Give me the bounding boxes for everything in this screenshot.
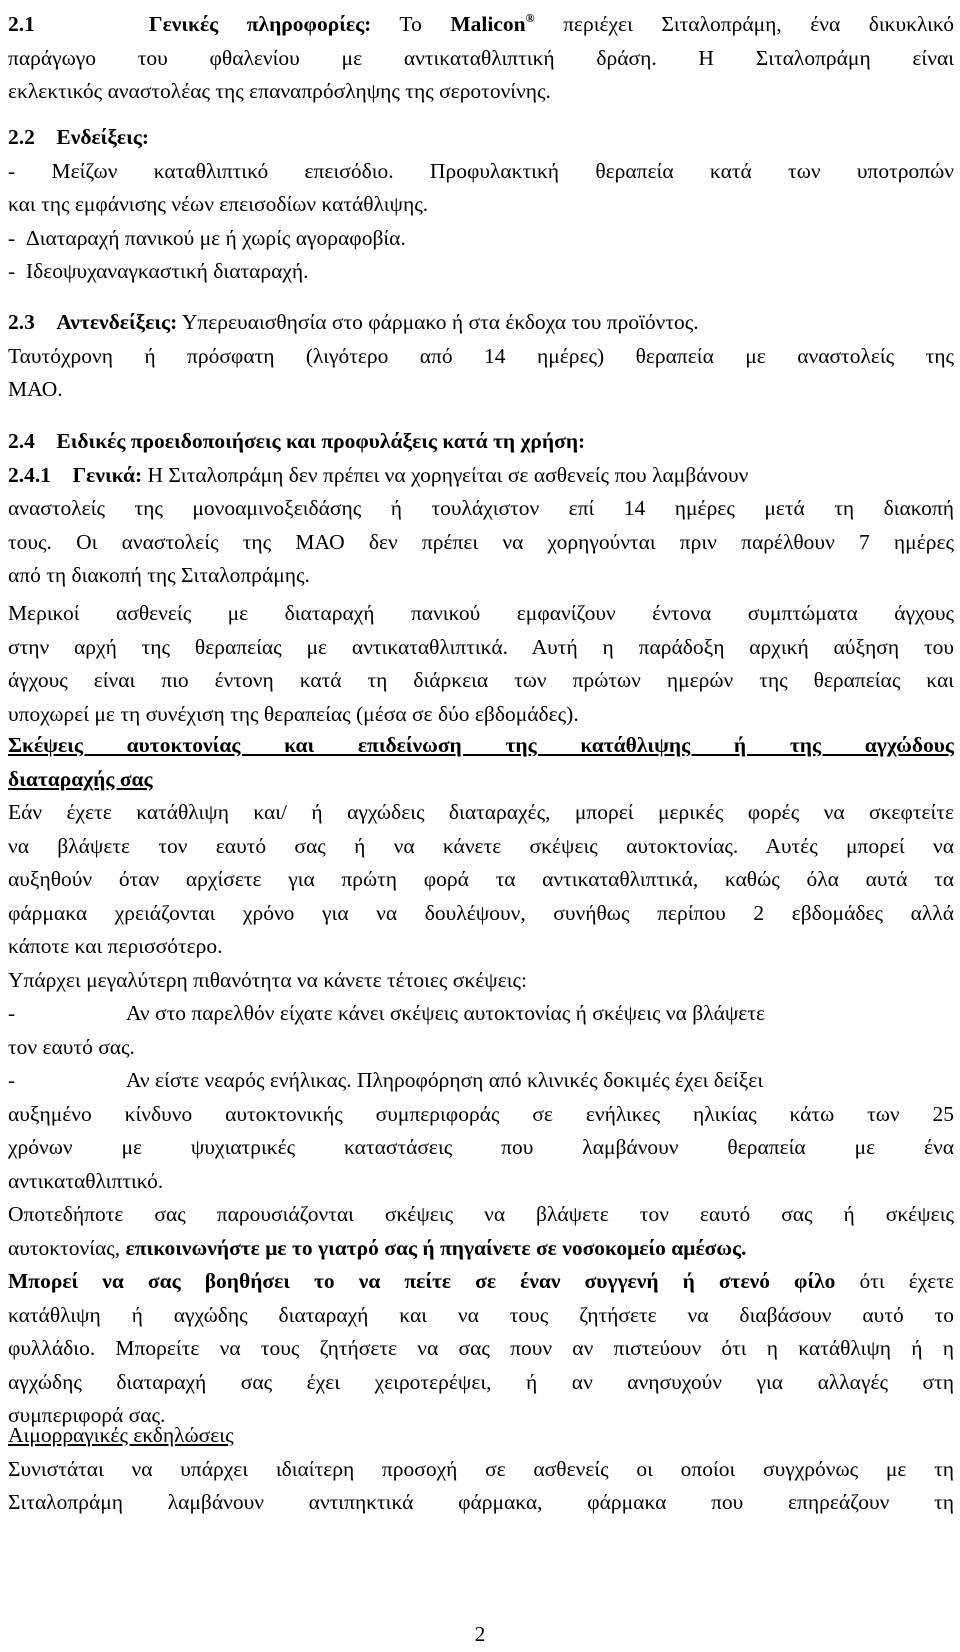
suicide-heading-line-1: Σκέψεις αυτοκτονίας και επιδείνωση της κατάθλιψης ή της αγχώδους [8,733,954,757]
indication-item-1-line-1 [8,155,954,189]
panic-line-2: στην αρχή της θεραπείας με αντικαταθλιπτικά. Αυτή η παράδοξη αρχική αύξηση του [8,634,954,659]
bleeding-heading: Αιμορραγικές εκδηλώσεις [8,1423,234,1447]
panic-line-3: άγχους είναι πιο έντονη κατά τη διάρκεια των πρώτων ημερών της θεραπείας και [8,668,954,692]
section-2-2-heading: Ενδείξεις: [56,125,149,149]
risk-item-1-text: Αν στο παρελθόν είχατε κάνει σκέψεις αυτοκτονίας ή σκέψεις να βλάψετε [126,1001,766,1025]
risk-item-2-line-2: αυξημένο κίνδυνο αυτοκτονικής συμπεριφοράς σε ενήλικες ηλικίας κάτω των 25 [8,1101,954,1126]
section-2-4-1-number: 2.4.1 [8,462,51,487]
suicide-p4-line-2: κατάθλιψη ή αγχώδης διαταραχή και να τους ζητήσετε να διαβάσουν αυτό το [8,1302,954,1327]
list-dash: - [8,158,16,183]
indication-item-3 [8,255,954,289]
contact-doctor-warning: επικοινωνήστε με το γιατρό σας ή πηγαίνετε σε νοσοκομείο αμέσως. [125,1235,747,1260]
section-2-3-line-3: ΜΑΟ. [8,377,63,401]
section-2-4-1-line-2: αναστολείς της μονοαμινοξειδάσης ή τουλάχιστον επί 14 ημέρες μετά τη διακοπή [8,496,954,520]
section-2-4-number: 2.4 [8,429,35,453]
section-2-3-line-1-text: Υπερευαισθησία στο φάρμακο ή στα έκδοχα του προϊόντος. [181,310,699,334]
suicide-p3-line-1: Οποτεδήποτε σας παρουσιάζονται σκέψεις να βλάψετε τον εαυτό σας ή σκέψεις [8,1202,954,1226]
section-2-1 [8,2,954,109]
suicide-p4-line-4: αγχώδης διαταραχή σας έχει χειροτερέψει, ή αν ανησυχούν για αλλαγές στη [8,1369,954,1394]
tell-relative-advice: Μπορεί να σας βοηθήσει το να πείτε σε έναν συγγενή ή στενό φίλο [8,1269,836,1293]
section-2-2-number: 2.2 [8,125,35,149]
section-2-2-title [8,121,954,155]
panic-line-4: υποχωρεί με τη συνέχιση της θεραπείας (μέσα σε δύο εβδομάδες). [8,701,579,726]
panic-line-1: Μερικοί ασθενείς με διαταραχή πανικού εμφανίζουν έντονα συμπτώματα άγχους [8,601,954,625]
section-2-4 [8,425,954,593]
suicide-p1-line-2: να βλάψετε τον εαυτό σας ή να κάνετε σκέψεις αυτοκτονίας. Αυτές μπορεί να [8,833,954,858]
risk-item-1-line-2: τον εαυτό σας. [8,1034,135,1059]
list-dash: - [8,259,16,283]
suicide-p4-line-1 [8,1265,954,1299]
suicide-p4-line-3: φυλλάδιο. Μπορείτε να τους ζητήσετε να σας πουν αν πιστεύουν ότι η κατάθλιψη ή η [8,1336,954,1360]
suicide-heading-line-2: διαταραχής σας [8,766,153,791]
suicide-p4-line-5: συμπεριφορά σας. [8,1403,166,1427]
section-2-1-line-3: εκλεκτικός αναστολέας της επαναπρόσληψης της σεροτονίνης. [8,79,551,103]
section-2-4-1-line-1 [8,459,954,493]
indication-item-2-text: Διαταραχή πανικού με ή χωρίς αγοραφοβία. [25,225,406,250]
suicide-p1-line-4: φάρμακα χρειάζονται χρόνο για να δουλέψουν, συνήθως περίπου 2 εβδομάδες αλλά [8,900,954,925]
list-dash: - [8,1001,16,1025]
section-2-4-1-line-4: από τη διακοπή της Σιταλοπράμης. [8,563,310,587]
suicide-p2: Υπάρχει μεγαλύτερη πιθανότητα να κάνετε τέτοιες σκέψεις: [8,967,527,992]
indication-item-1-line-2: και της εμφάνισης νέων επεισοδίων κατάθλιψης. [8,192,429,216]
section-2-1-number: 2.1 [8,12,35,36]
suicide-p1-line-1: Εάν έχετε κατάθλιψη και/ ή αγχώδεις διαταραχές, μπορεί μερικές φορές να σκεφτείτε [8,800,954,824]
section-2-1-line-1-text: περιέχει Σιταλοπράμη, ένα δικυκλικό [563,12,955,36]
section-2-4-1-line-3: τους. Οι αναστολείς της ΜΑΟ δεν πρέπει να χορηγούνται πριν παρέλθουν 7 ημέρες [8,529,954,554]
suicide-p3-line-2 [8,1232,954,1266]
section-2-4-1-heading: Γενικά: [72,462,143,487]
risk-item-2-text: Αν είστε νεαρός ενήλικας. Πληροφόρηση από κλινικές δοκιμές έχει δείξει [126,1068,764,1092]
suicide-section [8,729,954,1433]
section-2-3-heading: Αντενδείξεις: [56,310,178,334]
section-2-3-line-2: Ταυτόχρονη ή πρόσφατη (λιγότερο από 14 ημέρες) θεραπεία με αναστολείς της [8,343,954,368]
bleeding-line-2: Σιταλοπράμη λαμβάνουν αντιπηκτικά φάρμακα, φάρμακα που επηρεάζουν τη [8,1490,954,1514]
risk-item-2-line-1 [8,1064,954,1098]
section-2-3-line-1 [8,306,954,340]
bleeding-line-1: Συνιστάται να υπάρχει ιδιαίτερη προσοχή σε ασθενείς οι οποίοι συγχρόνως με τη [8,1456,954,1481]
list-dash: - [8,1068,16,1092]
section-2-1-heading: Γενικές πληροφορίες: [148,12,372,36]
section-2-1-line-1: 2.1 Γενικές πληροφορίες: Το Malicon® περιέχει Σιταλοπράμη, ένα δικυκλικό [8,11,955,36]
indication-item-2 [8,222,954,256]
list-dash: - [8,225,16,250]
brand-name: Malicon [450,12,526,36]
section-2-3 [8,306,954,407]
page-number: 2 [474,1622,486,1646]
panic-paragraph [8,597,954,731]
risk-item-2-line-3: χρόνων με ψυχιατρικές καταστάσεις που λαμβάνουν θεραπεία με ένα [8,1135,954,1159]
section-2-3-number: 2.3 [8,310,35,334]
suicide-p4-line-1-text: ότι έχετε [859,1269,954,1293]
section-2-4-1-line-1-text: Η Σιταλοπράμη δεν πρέπει να χορηγείται σε ασθενείς που λαμβάνουν [147,462,749,487]
registered-mark: ® [525,11,535,25]
section-2-4-heading: Ειδικές προειδοποιήσεις και προφυλάξεις κατά τη χρήση: [56,429,586,453]
risk-item-1-line-1 [8,997,954,1031]
bleeding-section [8,1419,954,1520]
risk-item-2-line-4: αντικαταθλιπτικό. [8,1168,164,1193]
suicide-p1-line-3: αυξηθούν όταν αρχίσετε για πρώτη φορά τα αντικαταθλιπτικά, καθώς όλα αυτά τα [8,867,954,891]
suicide-p1-line-5: κάποτε και περισσότερο. [8,934,223,958]
suicide-p3-line-2-text: αυτοκτονίας, [8,1235,121,1260]
section-2-2 [8,121,954,289]
section-2-4-title [8,425,954,459]
section-2-1-line-2: παράγωγο του φθαλενίου με αντικαταθλιπτική δράση. Η Σιταλοπράμη είναι [8,45,954,70]
indication-item-1-text: Μείζων καταθλιπτικό επεισόδιο. Προφυλακτική θεραπεία κατά των υποτροπών [51,158,954,183]
indication-item-3-text: Ιδεοψυχαναγκαστική διαταραχή. [25,259,309,283]
